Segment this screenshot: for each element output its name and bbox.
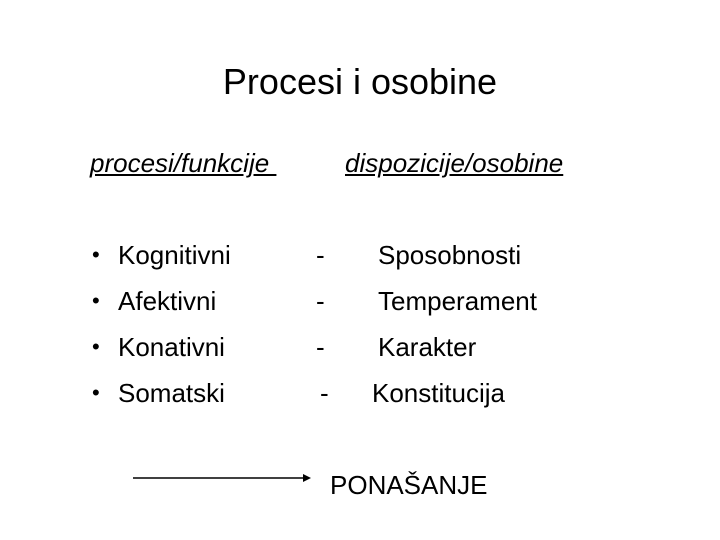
dash-column (316, 232, 329, 416)
processes-heading: procesi/funkcije (90, 148, 277, 178)
bullet-icon: • (92, 242, 100, 267)
process-label: Kognitivni (118, 240, 231, 270)
process-label: Somatski (118, 378, 225, 408)
dash-separator: - (316, 332, 325, 362)
trait-label: Konstitucija (372, 378, 505, 408)
dash-separator: - (316, 286, 325, 316)
bullet-icon: • (92, 334, 100, 359)
list-item (92, 278, 231, 324)
processes-list (92, 232, 231, 416)
list-item (92, 324, 231, 370)
list-item (92, 232, 231, 278)
right-arrow-icon (133, 470, 313, 486)
list-item (92, 370, 231, 416)
behavior-label: PONAŠANJE (330, 470, 488, 500)
process-label: Konativni (118, 332, 225, 362)
dash-separator: - (316, 240, 325, 270)
dash-separator: - (320, 378, 329, 408)
trait-label: Temperament (378, 286, 537, 316)
traits-list (372, 232, 537, 416)
bullet-icon: • (92, 288, 100, 313)
trait-label: Karakter (378, 332, 477, 362)
process-label: Afektivni (118, 286, 217, 316)
dispositions-heading: dispozicije/osobine (345, 148, 564, 178)
bullet-icon: • (92, 380, 100, 405)
slide-title: Procesi i osobine (222, 61, 498, 102)
trait-label: Sposobnosti (378, 240, 522, 270)
